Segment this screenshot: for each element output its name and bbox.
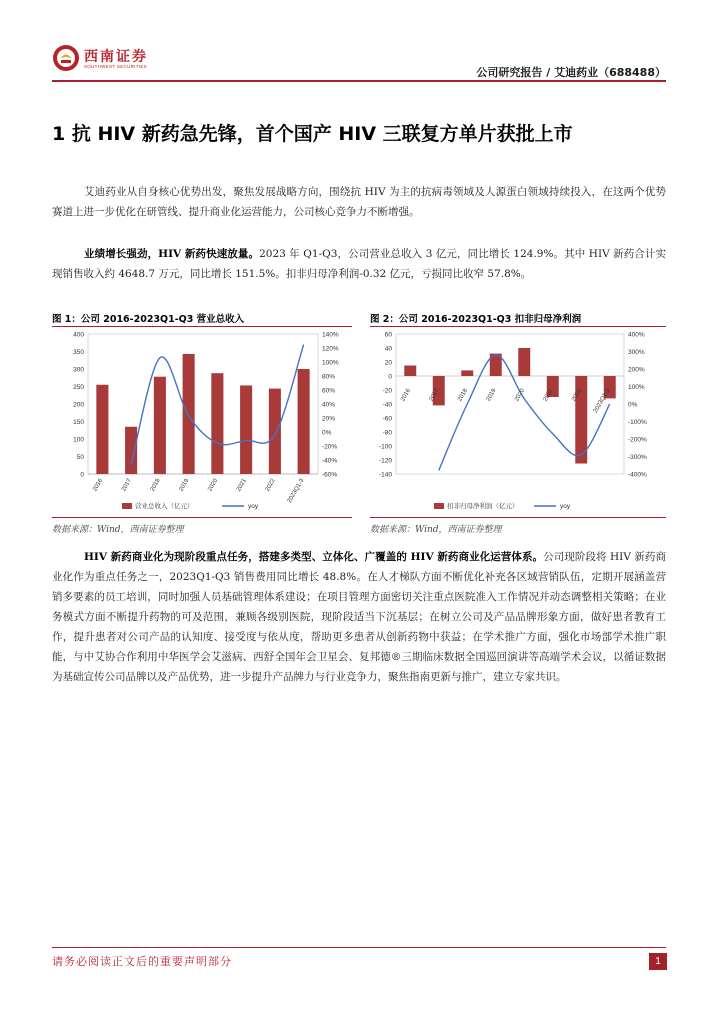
bar-2017 bbox=[125, 427, 137, 474]
bar-2021 bbox=[240, 385, 252, 474]
right-axis-tick-label: 40% bbox=[322, 401, 336, 409]
left-axis-tick-label: -80 bbox=[382, 429, 392, 437]
right-axis-tick-label: 0% bbox=[322, 429, 332, 437]
x-axis-tick-label: 2021 bbox=[235, 478, 248, 493]
left-axis-tick-label: 0 bbox=[80, 471, 84, 479]
plot-frame bbox=[396, 334, 624, 474]
bar-2022 bbox=[269, 389, 281, 474]
left-axis-tick-label: 200 bbox=[73, 401, 84, 409]
x-axis-tick-label: 2022 bbox=[571, 388, 583, 403]
bar-2016 bbox=[404, 366, 416, 377]
right-axis-tick-label: -60% bbox=[322, 471, 338, 479]
left-axis-tick-label: 100 bbox=[73, 436, 84, 444]
paragraph-intro: 艾迪药业从自身核心优势出发，聚焦发展战略方向，围绕抗 HIV 为主的抗病毒领域及人源蛋白领域持续投入，在这两个优势赛道上进一步优化在研管线、提升商业化运营能力，公司核心竞争力不断增强。 bbox=[52, 186, 666, 218]
legend-bar-swatch bbox=[434, 503, 444, 509]
bar-2019 bbox=[183, 354, 195, 474]
right-axis-tick-label: -20% bbox=[322, 443, 338, 451]
x-axis-tick-label: 2017 bbox=[428, 388, 441, 403]
x-axis-tick-label: 2019 bbox=[485, 388, 498, 403]
x-axis-tick-label: 2018 bbox=[457, 388, 469, 403]
left-axis-tick-label: -120 bbox=[378, 457, 392, 465]
x-axis-tick-label: 2020 bbox=[514, 388, 526, 403]
left-axis-tick-label: 400 bbox=[73, 331, 84, 339]
figure-1-bottom-rule bbox=[52, 517, 352, 518]
footer-divider bbox=[52, 947, 666, 948]
left-axis-tick-label: 300 bbox=[73, 366, 84, 374]
left-axis-tick-label: 150 bbox=[73, 419, 84, 426]
right-axis-tick-label: -400% bbox=[628, 471, 647, 479]
x-axis-tick-label: 2022 bbox=[264, 478, 277, 493]
chart-net-profit bbox=[370, 328, 666, 514]
paragraph-commercialization bbox=[52, 547, 666, 687]
logo-emblem-icon bbox=[52, 44, 80, 72]
right-axis-tick-label: 300% bbox=[628, 349, 645, 356]
left-axis-tick-label: 50 bbox=[76, 454, 84, 461]
plot-frame bbox=[88, 334, 318, 474]
bar-2016 bbox=[96, 385, 108, 474]
x-axis-tick-label: 2019 bbox=[178, 478, 191, 493]
right-axis-tick-label: -200% bbox=[628, 436, 647, 444]
figure-1-rule bbox=[52, 326, 352, 327]
right-axis-tick-label: 200% bbox=[628, 366, 645, 374]
legend-bar-swatch bbox=[122, 503, 132, 509]
paragraph-body: 2023 年 Q1-Q3，公司营业总收入 3 亿元，同比增长 124.9%。其中 HIV 新药合计实现销售收入约 4648.7 万元，同比增长 151.5%。扣非归母净利润-0.32 亿元，亏损同比收窄 57.8%。 bbox=[52, 248, 666, 280]
paragraph-body: 公司现阶段将 HIV 新药商业化作为重点任务之一，2023Q1-Q3 销售费用同比增长 48.8%。在人才梯队方面不断优化补充各区域营销队伍，定期开展涵盖营销多要素的员工培训，同时加强人员基础管理体系建设；在项目管理方面密切关注重点医院准入工作情况并动态调整相关策略；在业务模式方面不断提升药物的可及范围，兼顾各级别医院，现阶段适当下沉基层；在树立公司及产品品牌形象方面，做好患者教育工作，提升患者对公司产品的认知度、接受度与依从度，帮助更多患者从创新药物中获益；在学术推广方面，强化市场部学术推广职能，与中艾协合作利用中华医学会艾滋病、西舒全国年会卫星会、复邦德®三期临床数据全国巡回演讲等高端学术会议，以循证数据为基础宣传公司品牌以及产品优势，进一步提升产品牌力与行业竞争力，聚焦指南更新与推广，建立专家共识。 bbox=[52, 551, 666, 683]
figure-2-title: 图 2：公司 2016-2023Q1-Q3 扣非归母净利润 bbox=[370, 314, 582, 325]
chart-revenue bbox=[52, 328, 352, 514]
paragraph-lead: 业绩增长强劲，HIV 新药快速放量。 bbox=[84, 248, 260, 260]
x-axis-tick-label: 2023Q1-3 bbox=[592, 388, 612, 415]
right-axis-tick-label: 400% bbox=[628, 331, 645, 339]
left-axis-tick-label: 0 bbox=[388, 373, 392, 381]
legend-bar-label: 营业总收入（亿元） bbox=[135, 503, 194, 510]
x-axis-tick-label: 2018 bbox=[149, 478, 162, 493]
left-axis-tick-label: -40 bbox=[382, 401, 392, 409]
x-axis-tick-label: 2020 bbox=[207, 478, 220, 493]
left-axis-tick-label: -60 bbox=[382, 415, 392, 423]
footer-disclaimer: 请务必阅读正文后的重要声明部分 bbox=[52, 955, 232, 968]
left-axis-tick-label: 20 bbox=[384, 359, 392, 367]
left-axis-tick-label: -20 bbox=[382, 387, 392, 395]
left-axis-tick-label: 40 bbox=[384, 345, 392, 353]
header-divider bbox=[52, 80, 666, 82]
figure-1-source: 数据来源：Wind，西南证券整理 bbox=[52, 525, 184, 535]
bar-2023Q1-3 bbox=[298, 369, 310, 474]
figure-2-source: 数据来源：Wind，西南证券整理 bbox=[370, 525, 502, 535]
right-axis-tick-label: 0% bbox=[628, 401, 638, 409]
legend-line-label: yoy bbox=[248, 503, 259, 510]
left-axis-tick-label: -100 bbox=[378, 443, 392, 451]
right-axis-tick-label: -40% bbox=[322, 457, 338, 465]
left-axis-tick-label: 250 bbox=[73, 384, 84, 391]
x-axis-tick-label: 2017 bbox=[120, 478, 133, 493]
paragraph-lead: HIV 新药商业化为现阶段重点任务，搭建多类型、立体化、广覆盖的 HIV 新药商业化运营体系。 bbox=[84, 551, 544, 563]
bar-2020 bbox=[518, 348, 530, 376]
right-axis-tick-label: -300% bbox=[628, 454, 647, 461]
x-axis-tick-label: 2021 bbox=[542, 388, 555, 403]
right-axis-tick-label: 120% bbox=[322, 345, 339, 353]
left-axis-tick-label: -140 bbox=[378, 471, 392, 479]
left-axis-tick-label: 350 bbox=[73, 349, 84, 356]
right-axis-tick-label: 100% bbox=[628, 384, 645, 391]
legend-line-label: yoy bbox=[560, 503, 571, 510]
right-axis-tick-label: 140% bbox=[322, 331, 339, 339]
x-axis-tick-label: 2016 bbox=[400, 388, 412, 403]
paragraph-performance bbox=[52, 244, 666, 284]
logo-text-en: SOUTHWEST SECURITIES bbox=[84, 64, 147, 69]
bar-2018 bbox=[461, 370, 473, 376]
bar-2020 bbox=[211, 373, 223, 474]
figure-2-bottom-rule bbox=[370, 517, 666, 518]
right-axis-tick-label: 80% bbox=[322, 373, 336, 381]
figure-1-title: 图 1：公司 2016-2023Q1-Q3 营业总收入 bbox=[52, 314, 245, 325]
logo-text-cn: 西南证券 bbox=[84, 49, 148, 65]
x-axis-tick-label: 2023Q1-3 bbox=[286, 478, 306, 505]
right-axis-tick-label: 100% bbox=[322, 359, 339, 367]
section-title: 1 抗 HIV 新药急先锋，首个国产 HIV 三联复方单片获批上市 bbox=[52, 123, 573, 145]
legend-bar-label: 扣非归母净利润（亿元） bbox=[447, 503, 519, 510]
company-logo bbox=[52, 44, 182, 76]
right-axis-tick-label: 20% bbox=[322, 415, 336, 423]
right-axis-tick-label: -100% bbox=[628, 419, 647, 426]
left-axis-tick-label: 60 bbox=[384, 331, 392, 339]
bar-2018 bbox=[154, 377, 166, 474]
report-tag: 公司研究报告 / 艾迪药业（688488） bbox=[476, 66, 666, 79]
right-axis-tick-label: 60% bbox=[322, 387, 336, 395]
x-axis-tick-label: 2016 bbox=[92, 478, 105, 493]
page-number: 1 bbox=[649, 953, 667, 970]
figure-2-rule bbox=[370, 326, 666, 327]
